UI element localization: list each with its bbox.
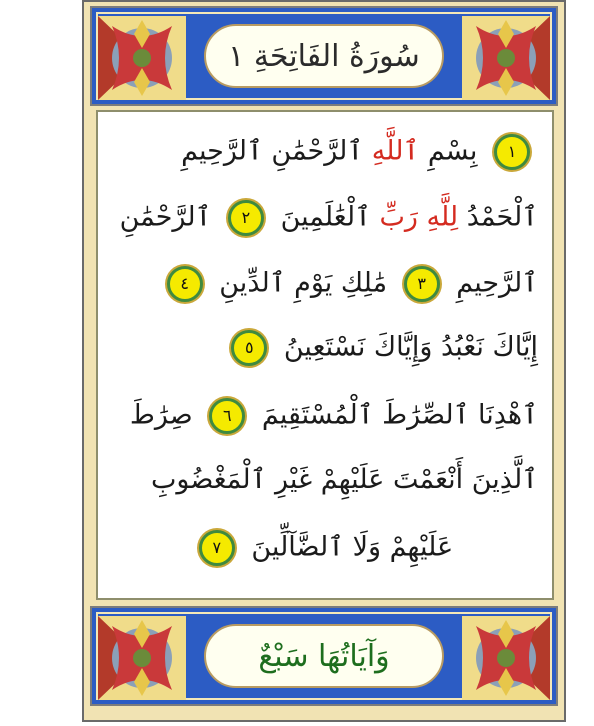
verse-line-5 <box>106 398 538 434</box>
verse-marker: ٧ <box>199 530 235 566</box>
verse-text: ٱلْحَمْدُ <box>458 201 538 233</box>
footer-frame <box>90 606 558 706</box>
floral-ornament-icon <box>98 616 186 700</box>
verse-text: صِرَٰطَ <box>129 399 193 431</box>
verse-count-cartouche <box>204 624 444 688</box>
verse-line-2 <box>106 200 538 236</box>
verse-text: إِيَّاكَ نَعْبُدُ وَإِيَّاكَ نَسْتَعِينُ <box>283 331 538 363</box>
verse-text: ٱلرَّحِيمِ <box>456 267 538 299</box>
verse-line-1 <box>106 134 538 170</box>
verse-text: عَلَيْهِمْ وَلَا ٱلضَّآلِّينَ <box>251 531 454 563</box>
basmala-text: ٱلرَّحْمَٰنِ ٱلرَّحِيمِ <box>181 135 372 167</box>
verse-marker: ٢ <box>228 200 264 236</box>
verse-marker: ٣ <box>404 266 440 302</box>
surah-title-cartouche <box>204 24 444 88</box>
surah-title: سُورَةُ الفَاتِحَةِ ١ <box>228 38 420 74</box>
mushaf-page <box>82 0 566 722</box>
verse-marker: ٤ <box>167 266 203 302</box>
verse-text: ٱهْدِنَا ٱلصِّرَٰطَ ٱلْمُسْتَقِيمَ <box>261 399 538 431</box>
header-frame <box>90 6 558 106</box>
verse-text-panel <box>96 110 554 600</box>
basmala-text: بِسْمِ <box>419 135 478 167</box>
verse-text: ٱلَّذِينَ أَنْعَمْتَ عَلَيْهِمْ غَيْرِ ٱلْمَغْضُوبِ <box>150 464 538 495</box>
divine-name: لِلَّهِ رَبِّ <box>379 201 459 233</box>
verse-line-7 <box>106 530 538 566</box>
floral-ornament-icon <box>462 16 550 100</box>
verse-text: ٱلْعَٰلَمِينَ <box>280 201 380 233</box>
floral-ornament-icon <box>98 16 186 100</box>
verse-text: مَٰلِكِ يَوْمِ ٱلدِّينِ <box>219 267 388 299</box>
verse-line-4 <box>106 330 538 366</box>
verse-count-text: وَآيَاتُهَا سَبْعٌ <box>258 638 390 674</box>
verse-line-6 <box>106 464 538 495</box>
verse-marker: ١ <box>494 134 530 170</box>
verse-marker: ٦ <box>209 398 245 434</box>
verse-text: ٱلرَّحْمَٰنِ <box>119 201 212 233</box>
verse-marker: ٥ <box>231 330 267 366</box>
divine-name: ٱللَّهِ <box>371 135 420 167</box>
floral-ornament-icon <box>462 616 550 700</box>
verse-line-3 <box>106 266 538 302</box>
